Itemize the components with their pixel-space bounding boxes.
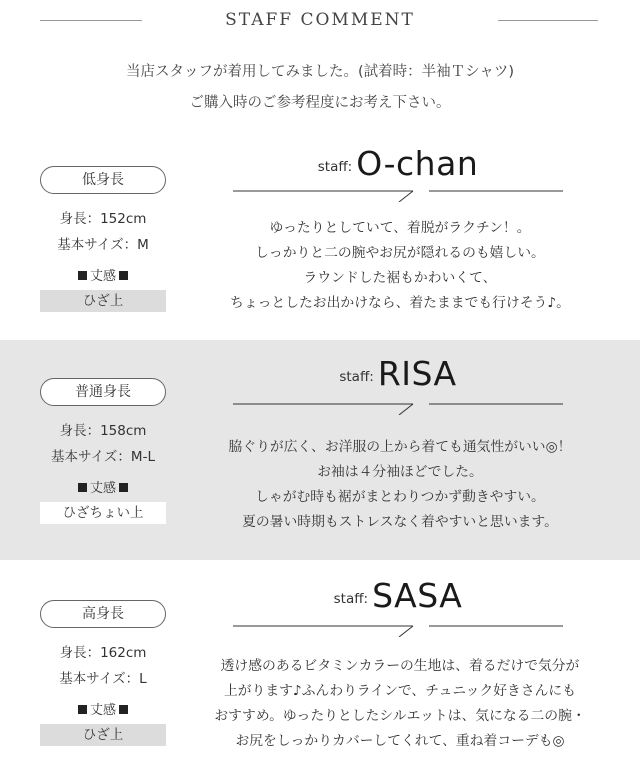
staff-name: O-chan	[356, 144, 479, 183]
staff-name: SASA	[372, 576, 463, 615]
staff-comment	[200, 654, 600, 754]
speech-divider	[233, 617, 563, 637]
staff-name-heading: $^{staff:}$ SASA	[333, 576, 463, 615]
staff-size: 基本サイズ：L	[59, 671, 147, 687]
comment-line: しっかりと二の腕やお尻が隠れるのも嬉しい。	[255, 245, 545, 261]
staff-comment	[200, 216, 600, 316]
staff-label: staff	[333, 591, 364, 607]
staff-comment	[200, 435, 600, 535]
staff-name: RISA	[377, 354, 457, 393]
comment-line: しゃがむ時も裾がまとわりつかず動きやすい。	[255, 489, 545, 505]
length-feel-heading	[40, 480, 166, 498]
staff-name-heading: $^{staff:}$ O-chan	[317, 144, 479, 183]
comment-line: 夏の暑い時期もストレスなく着やすいと思います。	[242, 514, 558, 530]
speech-divider	[233, 395, 563, 415]
header-rule-right	[498, 20, 598, 21]
length-value: ひざ上	[40, 724, 166, 746]
section-header	[0, 0, 640, 44]
square-bullet-icon	[78, 483, 87, 492]
intro-line-1: 当店スタッフが着用してみました。(試着時：半袖Ｔシャツ)	[125, 64, 515, 80]
staff-profile	[40, 166, 166, 312]
staff-size: 基本サイズ：M-L	[51, 449, 155, 465]
comment-line: 上がります♪ふんわりラインで、チュニック好きさんにも	[223, 683, 577, 699]
comment-line: ちょっとしたお出かけなら、着たままでも行けそう♪。	[230, 295, 570, 311]
length-feel-label: 丈感	[89, 269, 116, 284]
height-category-badge: 高身長	[40, 600, 166, 628]
length-feel-heading	[40, 702, 166, 720]
comment-line: お尻をしっかりカバーしてくれて、重ね着コーデも◎	[235, 733, 565, 749]
comment-line: 脇ぐりが広く、お洋服の上から着ても通気性がいい◎！	[228, 439, 572, 455]
square-bullet-icon	[119, 483, 128, 492]
comment-line: ゆったりとしていて、着脱がラクチン！。	[269, 220, 531, 236]
staff-section-risa	[0, 340, 640, 560]
square-bullet-icon	[119, 705, 128, 714]
staff-name-heading: $^{staff:}$ RISA	[339, 354, 457, 393]
staff-height: 身長：162cm	[59, 645, 147, 661]
square-bullet-icon	[78, 705, 87, 714]
staff-size: 基本サイズ：M	[57, 237, 149, 253]
height-category-badge: 低身長	[40, 166, 166, 194]
square-bullet-icon	[78, 271, 87, 280]
staff-section-sasa	[0, 560, 640, 780]
staff-profile	[40, 600, 166, 746]
comment-line: おすすめ。ゆったりとしたシルエットは、気になる二の腕・	[214, 708, 586, 724]
staff-height: 身長：152cm	[59, 211, 147, 227]
length-feel-label: 丈感	[89, 481, 116, 496]
length-value: ひざちょい上	[40, 502, 166, 524]
length-feel-label: 丈感	[89, 703, 116, 718]
comment-line: ラウンドした裾もかわいくて、	[303, 270, 497, 286]
intro-line-2: ご購入時のご参考程度にお考え下さい。	[189, 95, 451, 111]
staff-height: 身長：158cm	[59, 423, 147, 439]
staff-profile	[40, 378, 166, 524]
length-feel-heading	[40, 268, 166, 286]
comment-line: 透け感のあるビタミンカラーの生地は、着るだけで気分が	[220, 658, 580, 674]
staff-label: staff	[339, 369, 370, 385]
staff-section-ochan	[0, 140, 640, 340]
length-value: ひざ上	[40, 290, 166, 312]
speech-divider	[233, 182, 563, 202]
staff-label: staff	[317, 159, 348, 175]
comment-line: お袖は４分袖ほどでした。	[317, 464, 483, 480]
square-bullet-icon	[119, 271, 128, 280]
height-category-badge: 普通身長	[40, 378, 166, 406]
page-title: STAFF COMMENT	[225, 10, 415, 30]
